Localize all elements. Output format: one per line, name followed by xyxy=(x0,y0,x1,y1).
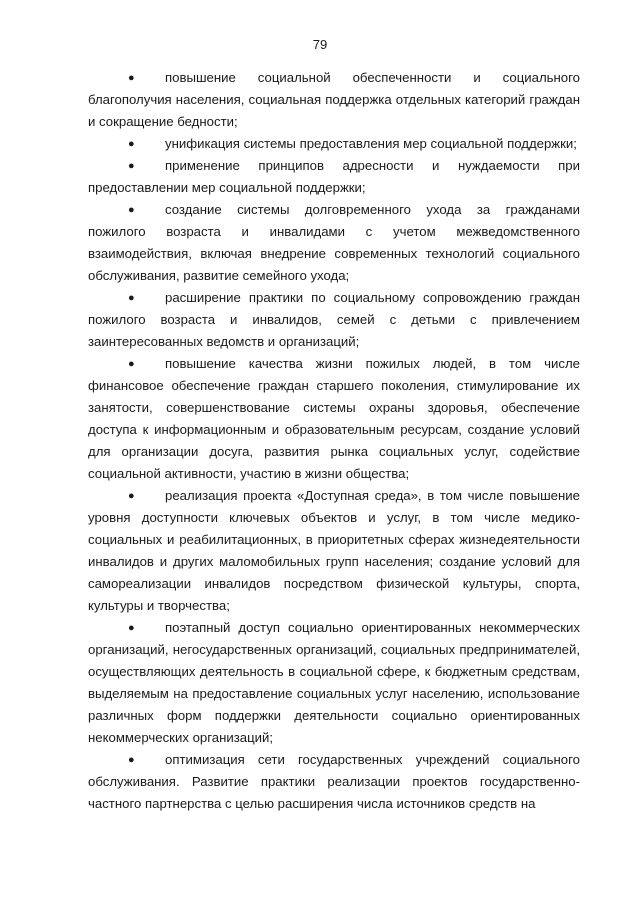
page-number: 79 xyxy=(312,37,328,52)
list-item xyxy=(88,155,580,199)
bullet-icon: ● xyxy=(128,622,135,634)
bullet-icon: ● xyxy=(128,72,135,84)
list-item-text: поэтапный доступ социально ориентированных некоммерческих организаций, негосударственных организаций, социальных предпринимателей, осуществляющих деятельность в социальной сфере, к бюджетным средствам, выделяемым на предоставление социальных услуг населению, использование различных форм поддержки деятельности социально ориентированных некоммерческих организаций; xyxy=(88,620,580,745)
list-item-text: унификация системы предоставления мер социальной поддержки; xyxy=(165,136,577,151)
list-item-text: применение принципов адресности и нуждаемости при предоставлении мер социальной поддержки; xyxy=(88,158,580,195)
list-item xyxy=(88,287,580,353)
document-body xyxy=(88,67,580,815)
list-item xyxy=(88,749,580,815)
list-item-text: создание системы долговременного ухода за гражданами пожилого возраста и инвалидами с учетом межведомственного взаимодействия, включая внедрение современных технологий социального обслуживания, развитие семейного ухода; xyxy=(88,202,580,283)
bullet-icon: ● xyxy=(128,138,135,150)
bullet-icon: ● xyxy=(128,754,135,766)
list-item xyxy=(88,353,580,485)
bullet-icon: ● xyxy=(128,490,135,502)
list-item xyxy=(88,199,580,287)
bullet-icon: ● xyxy=(128,160,135,172)
bullet-icon: ● xyxy=(128,292,135,304)
bullet-icon: ● xyxy=(128,358,135,370)
list-item-text: оптимизация сети государственных учреждений социального обслуживания. Развитие практики реализации проектов государственно-частного партнерства с целью расширения числа источников средств на xyxy=(88,752,580,811)
list-item xyxy=(88,485,580,617)
bullet-icon: ● xyxy=(128,204,135,216)
list-item xyxy=(88,617,580,749)
list-item-text: реализация проекта «Доступная среда», в том числе повышение уровня доступности ключевых объектов и услуг, в том числе медико-социальных и реабилитационных, в приоритетных сферах жизнедеятельности инвалидов и других маломобильных групп населения; создание условий для самореализации инвалидов посредством физической культуры, спорта, культуры и творчества; xyxy=(88,488,580,613)
list-item-text: повышение качества жизни пожилых людей, в том числе финансовое обеспечение граждан старшего поколения, стимулирование их занятости, совершенствование системы охраны здоровья, обеспечение доступа к информационным и образовательным ресурсам, создание условий для организации досуга, развития рынка социальных услуг, содействие социальной активности, участию в жизни общества; xyxy=(88,356,580,481)
list-item-text: расширение практики по социальному сопровождению граждан пожилого возраста и инвалидов, семей с детьми с привлечением заинтересованных ведомств и организаций; xyxy=(88,290,580,349)
list-item xyxy=(88,67,580,133)
list-item xyxy=(88,133,580,155)
list-item-text: повышение социальной обеспеченности и социального благополучия населения, социальная поддержка отдельных категорий граждан и сокращение бедности; xyxy=(88,70,580,129)
